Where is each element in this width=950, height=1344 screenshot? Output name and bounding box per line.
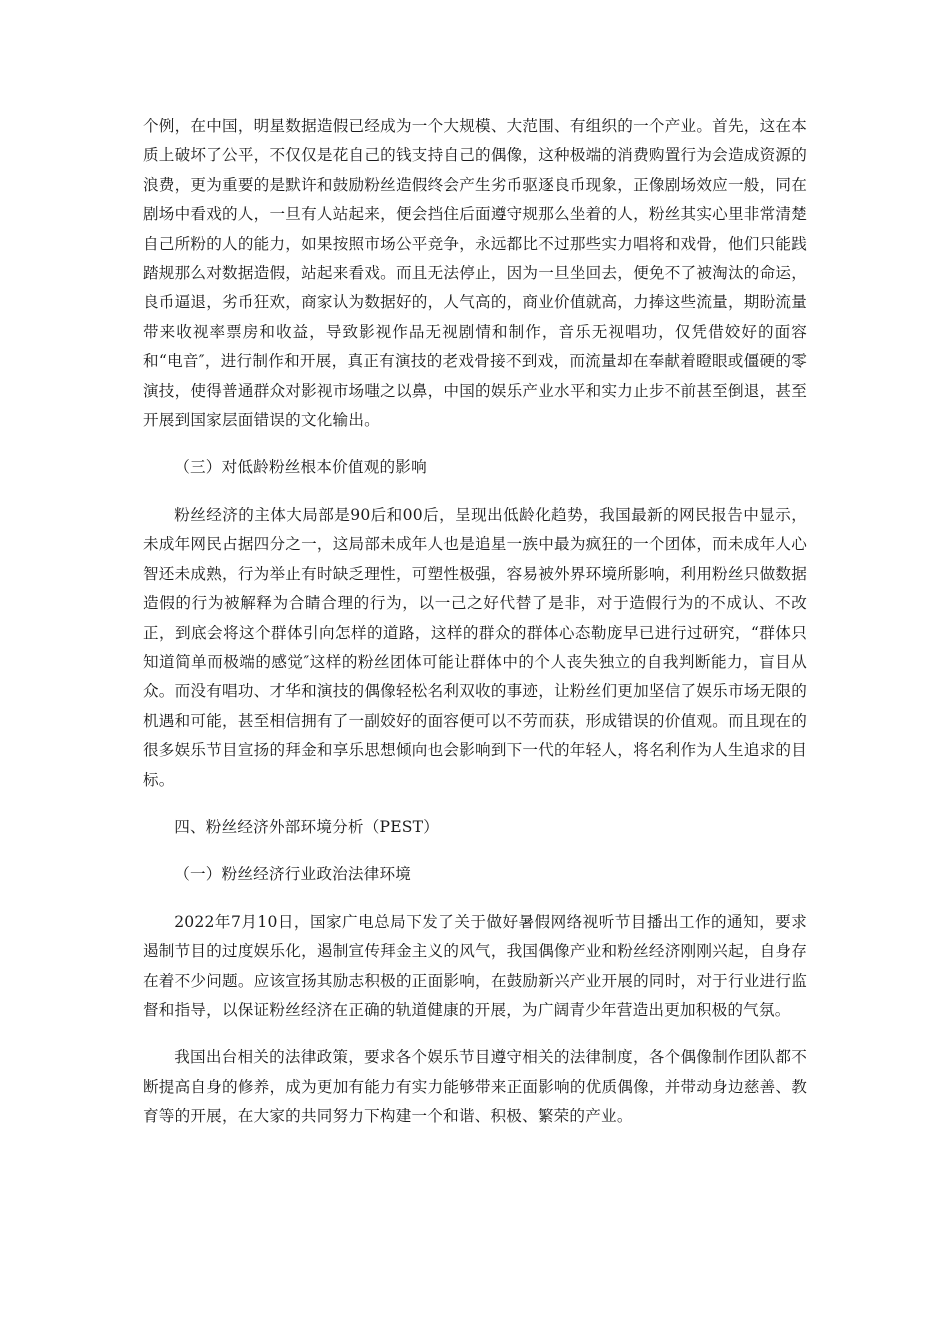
paragraph-broadcast-notice: 2022年7月10日，国家广电总局下发了关于做好暑假网络视听节目播出工作的通知，要求遏制节目的过度娱乐化，遏制宣传拜金主义的风气，我国偶像产业和粉丝经济刚刚兴起，自身存在着不少问题。应该宣扬其励志积极的正面影响，在鼓励新兴产业开展的同时，对于行业进行监督和指导，以保证粉丝经济在正确的轨道健康的开展，为广阔青少年营造出更加积极的气氛。	[143, 912, 807, 1019]
document-page	[143, 112, 807, 1150]
section-heading-pest-analysis: 四、粉丝经济外部环境分析（PEST）	[174, 817, 440, 836]
paragraph-young-fans: 粉丝经济的主体大局部是90后和00后，呈现出低龄化趋势，我国最新的网民报告中显示，未成年网民占据四分之一，这局部未成年人也是追星一族中最为疯狂的一个团体，而未成年人心智还未成熟，行为举止有时缺乏理性，可塑性极强，容易被外界环境所影响，利用粉丝只做数据造假的行为被解释为合睛合理的行为，以一己之好代替了是非，对于造假行为的不成认、不改正，到底会将这个群体引向怎样的道路，这样的群众的群体心态勒庞早已进行过研究，“群体只知道简单而极端的感觉″这样的粉丝团体可能让群体中的个人丧失独立的自我判断能力，盲目从众。而没有唱功、才华和演技的偶像轻松名利双收的事迹，让粉丝们更加坚信了娱乐市场无限的机遇和可能，甚至相信拥有了一副姣好的面容便可以不劳而获，形成错误的价值观。而且现在的很多娱乐节目宣扬的拜金和享乐思想倾向也会影响到下一代的年轻人，将名利作为人生追求的目标。	[143, 505, 807, 789]
section-heading-young-fans-values: （三）对低龄粉丝根本价值观的影响	[174, 458, 427, 477]
paragraph-legal-policy: 我国出台相关的法律政策，要求各个娱乐节目遵守相关的法律制度，各个偶像制作团队都不断提高自身的修养，成为更加有能力有实力能够带来正面影响的优质偶像，并带动身边慈善、教育等的开展，在大家的共同努力下构建一个和谐、积极、繁荣的产业。	[143, 1048, 807, 1126]
paragraph-data-fraud-impact: 个例，在中国，明星数据造假已经成为一个大规模、大范围、有组织的一个产业。首先，这在本质上破坏了公平，不仅仅是花自己的钱支持自己的偶像，这种极端的消费购置行为会造成资源的浪费，更为重要的是默许和鼓励粉丝造假终会产生劣币驱逐良币现象，正像剧场效应一般，同在剧场中看戏的人，一旦有人站起来，便会挡住后面遵守规那么坐着的人，粉丝其实心里非常清楚自己所粉的人的能力，如果按照市场公平竞争，永远都比不过那些实力唱将和戏骨，他们只能践踏规那么对数据造假，站起来看戏。而且无法停止，因为一旦坐回去，便免不了被淘汰的命运，良币逼退，劣币狂欢，商家认为数据好的，人气高的，商业价值就高，力捧这些流量，期盼流量带来收视率票房和收益，导致影视作品无视剧情和制作，音乐无视唱功，仅凭借姣好的面容和“电音″，进行制作和开展，真正有演技的老戏骨接不到戏，而流量却在奉献着瞪眼或僵硬的零演技，使得普通群众对影视市场嗤之以鼻，中国的娱乐产业水平和实力止步不前甚至倒退，甚至开展到国家层面错误的文化输出。	[143, 117, 807, 430]
section-heading-political-legal: （一）粉丝经济行业政治法律环境	[174, 865, 412, 884]
